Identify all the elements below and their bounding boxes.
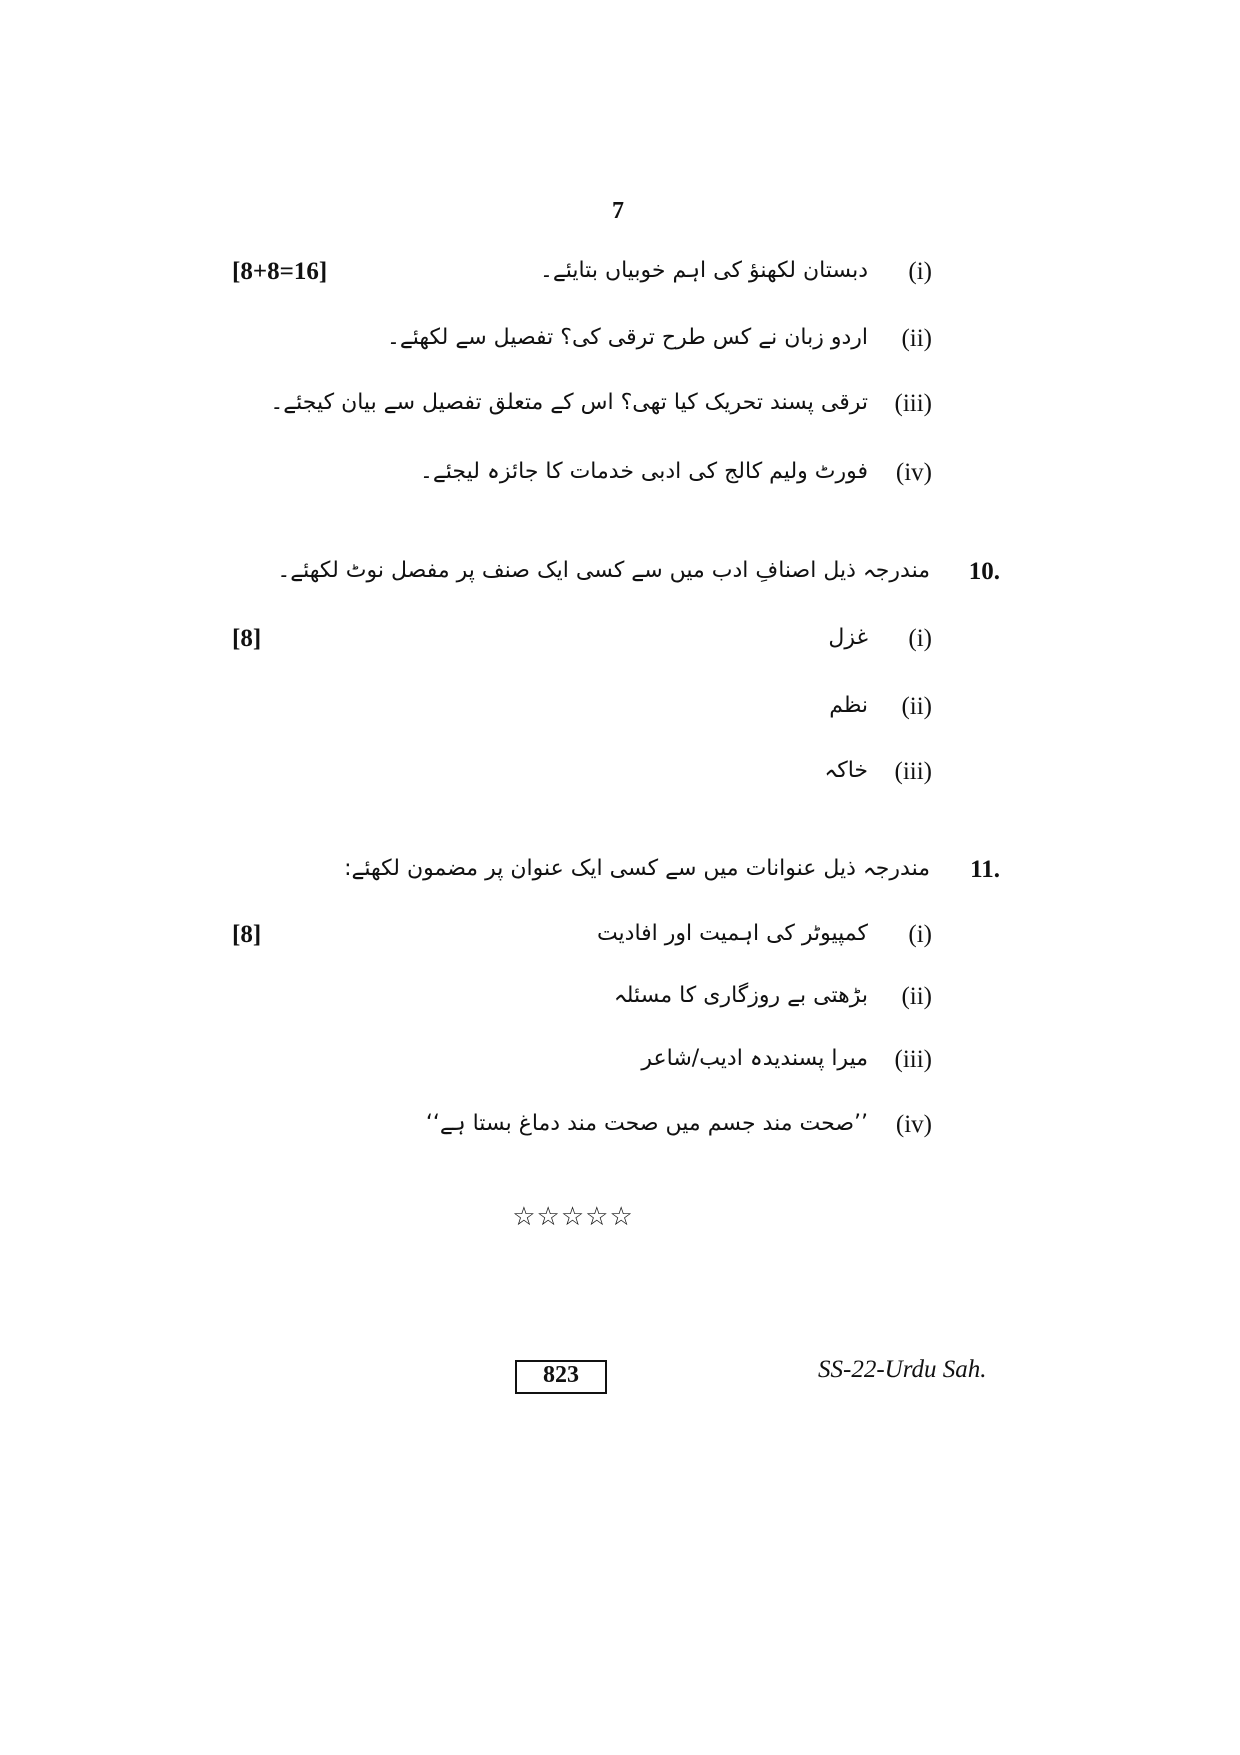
part-text: خاکہ: [824, 758, 868, 783]
part-number: (ii): [901, 325, 932, 352]
q11-part-iii: [0, 1046, 1240, 1090]
q10-part-iii: [0, 758, 1240, 802]
part-text: ’’صحت مند جسم میں صحت مند دماغ بستا ہے‘‘: [425, 1111, 868, 1136]
q9-part-ii: [0, 325, 1240, 369]
part-text: بڑھتی بے روزگاری کا مسئلہ: [613, 983, 868, 1008]
part-number: (i): [908, 258, 932, 285]
q10-heading: [0, 558, 1240, 602]
part-number: (iv): [895, 459, 932, 486]
q11-heading: [0, 856, 1240, 900]
q11-part-iv: [0, 1111, 1240, 1155]
page-code-box: 823: [515, 1360, 607, 1394]
q10-part-ii: [0, 693, 1240, 737]
q11-part-i: [0, 921, 1240, 965]
part-text: غزل: [828, 625, 868, 650]
q10-marks: [8]: [232, 625, 262, 652]
end-of-paper-stars: ☆☆☆☆☆: [512, 1202, 634, 1232]
q9-part-iii: [0, 390, 1240, 434]
q11-marks: [8]: [232, 921, 262, 948]
question-text: مندرجہ ذیل عنوانات میں سے کسی ایک عنوان پر مضمون لکھئے:: [344, 856, 930, 881]
question-number: 11.: [970, 856, 1000, 883]
q9-part-i: [0, 258, 1240, 302]
part-text: فورٹ ولیم کالج کی ادبی خدمات کا جائزہ لیجئے۔: [420, 459, 868, 484]
part-text: ترقی پسند تحریک کیا تھی؟ اس کے متعلق تفصیل سے بیان کیجئے۔: [270, 390, 868, 415]
part-number: (iii): [894, 390, 932, 417]
question-number: 10.: [968, 558, 1000, 585]
part-number: (ii): [901, 693, 932, 720]
q10-part-i: [0, 625, 1240, 669]
page-number: 7: [612, 198, 624, 224]
q11-part-ii: [0, 983, 1240, 1027]
q9-part-iv: [0, 459, 1240, 503]
part-text: دبستان لکھنؤ کی اہم خوبیاں بتایئے۔: [539, 258, 868, 283]
part-text: میرا پسندیدہ ادیب/شاعر: [641, 1046, 868, 1071]
part-number: (i): [908, 625, 932, 652]
part-number: (ii): [901, 983, 932, 1010]
part-text: نظم: [829, 693, 868, 718]
q9-marks: [8+8=16]: [232, 258, 328, 285]
part-number: (iii): [894, 758, 932, 785]
part-number: (iii): [894, 1046, 932, 1073]
part-number: (iv): [895, 1111, 932, 1138]
part-text: اردو زبان نے کس طرح ترقی کی؟ تفصیل سے لکھئے۔: [386, 325, 868, 350]
paper-code: SS-22-Urdu Sah.: [818, 1356, 987, 1383]
part-number: (i): [908, 921, 932, 948]
part-text: کمپیوٹر کی اہمیت اور افادیت: [596, 921, 868, 946]
question-text: مندرجہ ذیل اصنافِ ادب میں سے کسی ایک صنف پر مفصل نوٹ لکھئے۔: [277, 558, 930, 583]
